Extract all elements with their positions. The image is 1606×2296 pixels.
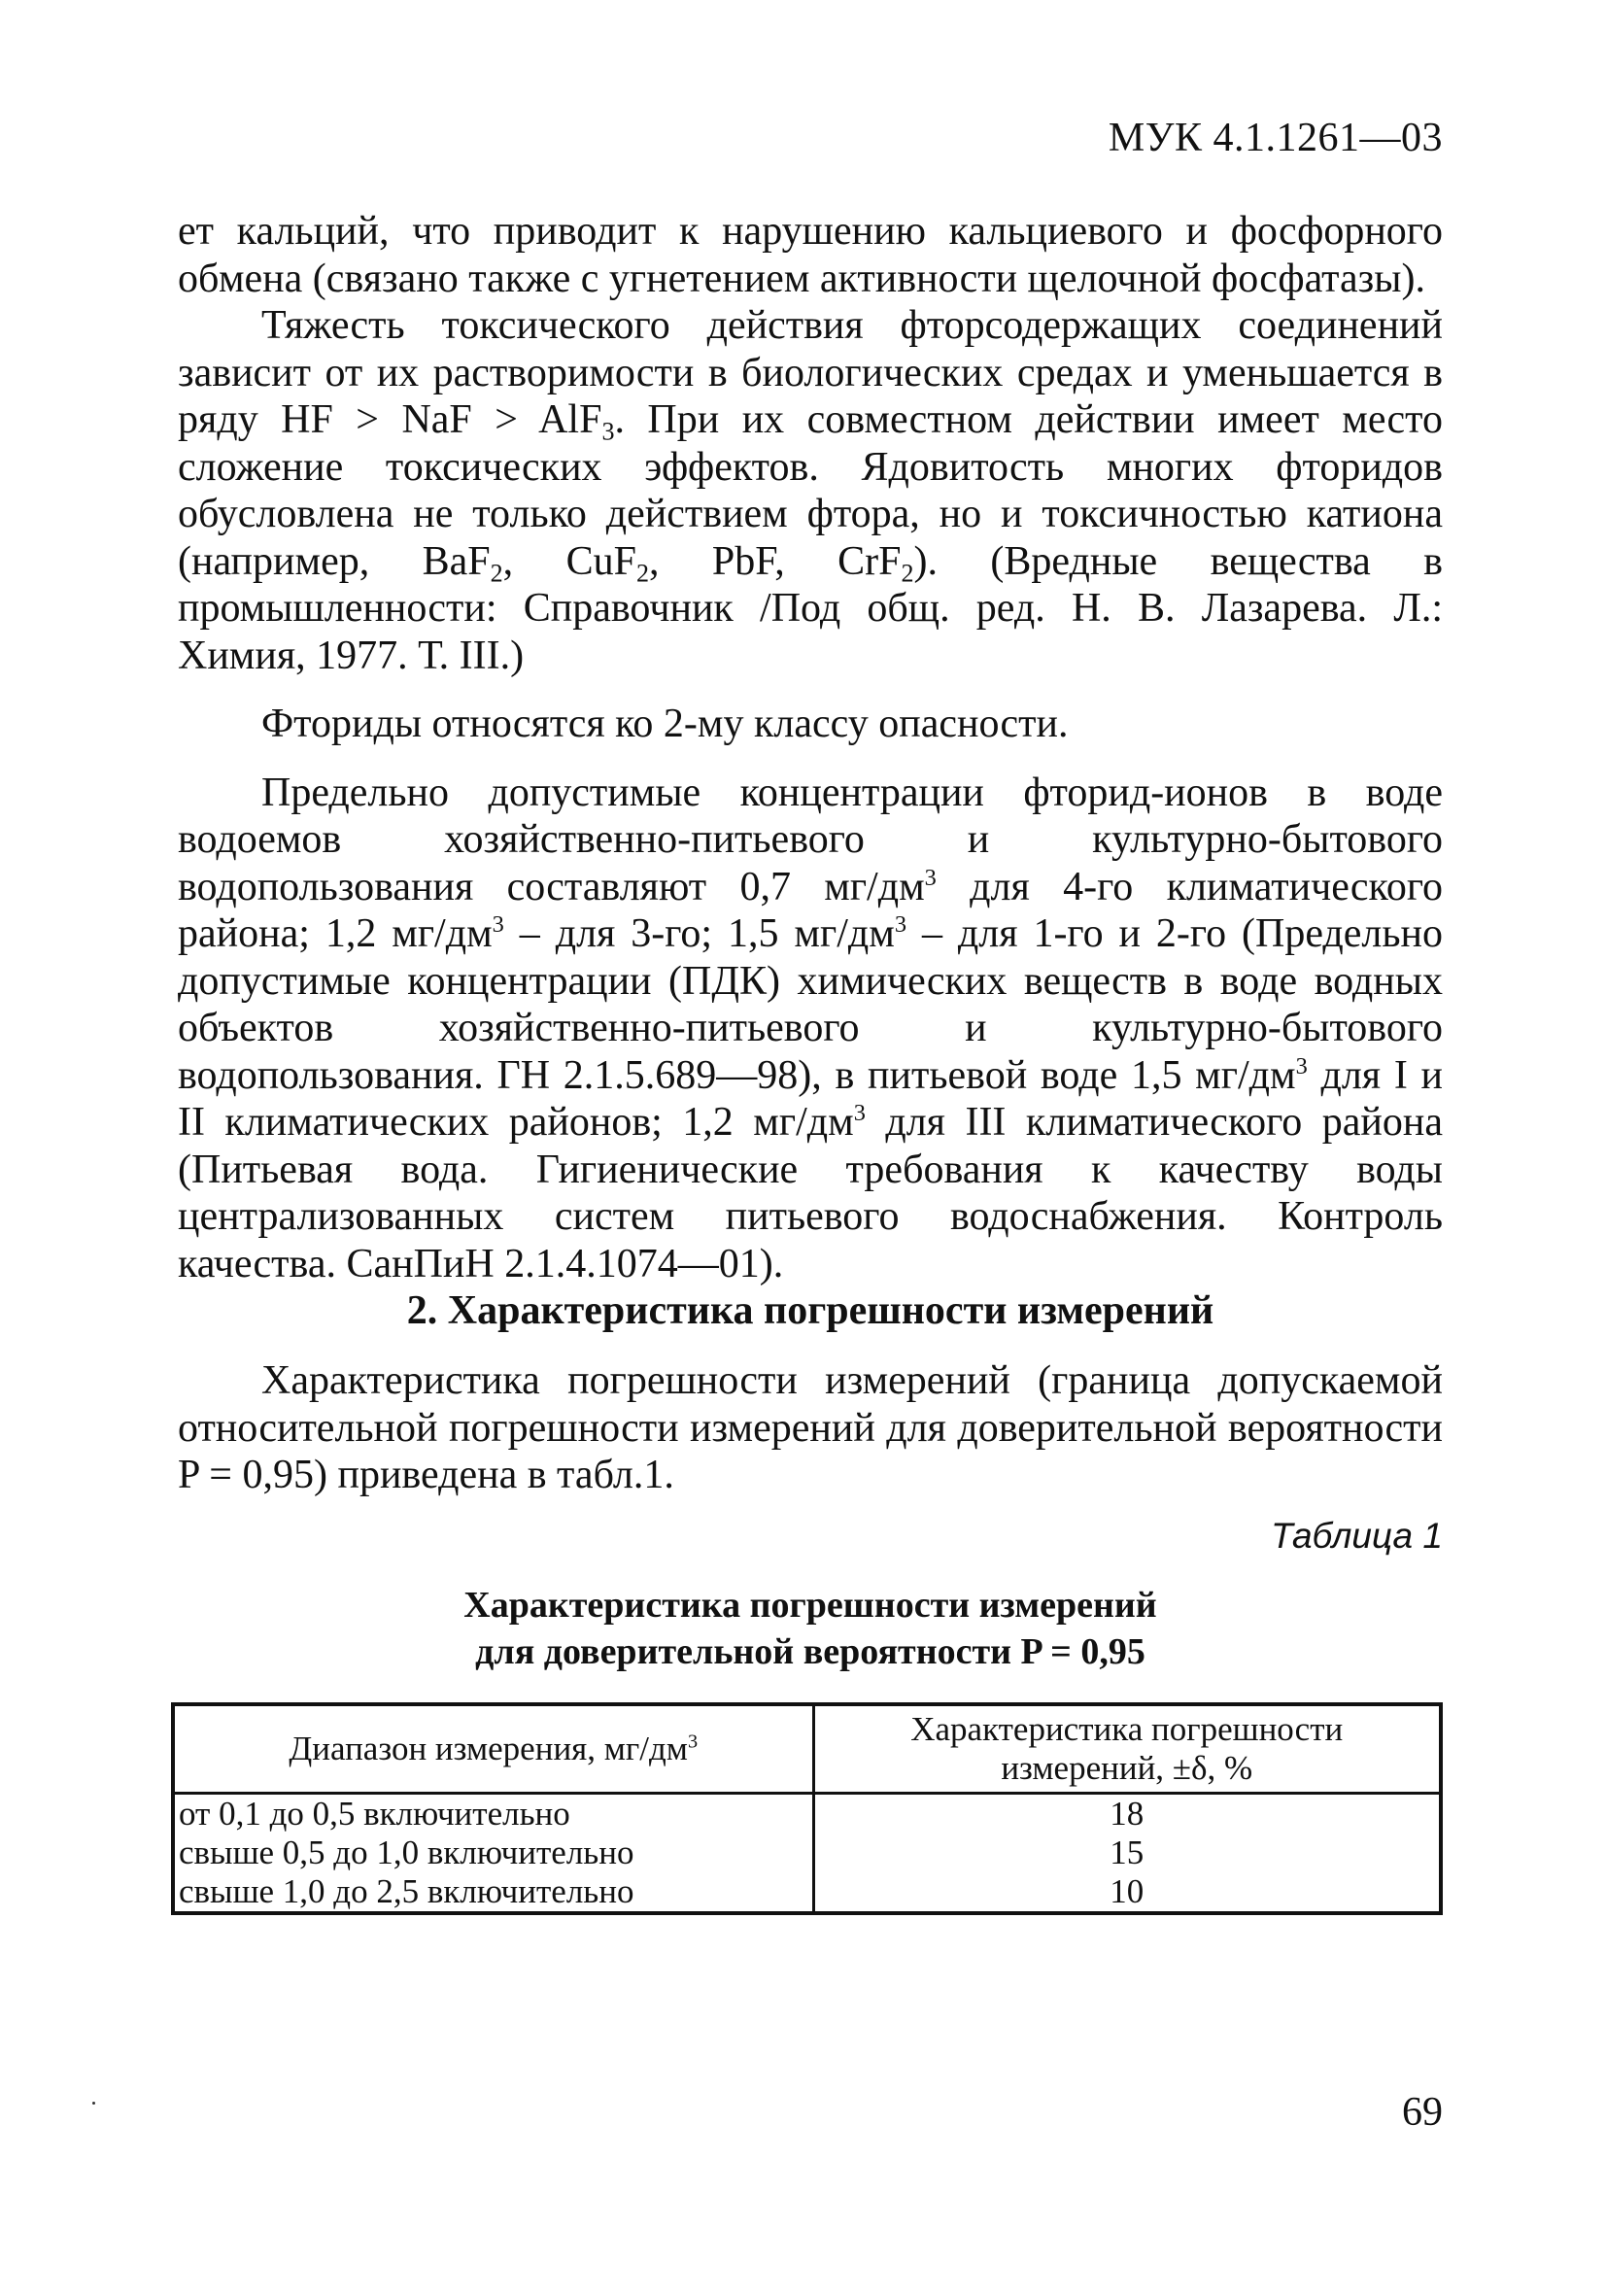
subscript: 2 [901, 558, 914, 587]
header-text-line-2: измерений, ±δ, % [1001, 1749, 1253, 1787]
table-title-line-2: для доверительной вероятности P = 0,95 [475, 1631, 1145, 1672]
text-fragment: для 4-го климатического района; 1,2 мг/дм [178, 864, 1443, 956]
paragraph-1: ет кальций, что приводит к нарушению кальциевого и фосфорного обмена (связано также с угнетением активности щелочной фосфатазы). [178, 209, 1443, 301]
range-cell: свыше 0,5 до 1,0 включительно [173, 1833, 813, 1872]
text-fragment: – для 3-го; 1,5 мг/дм [503, 911, 895, 956]
column-header-error [813, 1704, 1441, 1794]
paragraph-3: Фториды относятся ко 2-му классу опасности. [261, 702, 1069, 746]
scan-speck [92, 2102, 95, 2105]
body-text [178, 208, 1443, 1287]
text-fragment: – для 1-го и 2-го (Предельно допустимые концентрации (ПДК) химических веществ в воде водных объектов хозяйственно-питьевого и культурно-бытового водопользования. ГН 2.1.5.689—98), в питьевой воде 1,5 мг/дм [178, 911, 1444, 1098]
range-cell: свыше 1,0 до 2,5 включительно [173, 1872, 813, 1913]
text-fragment: Предельно допустимые концентрации фторид-ионов в воде водоемов хозяйственно-питьевого и культурно-бытового водопользования составляют 0,7 мг/дм [178, 770, 1443, 909]
document-code-header: МУК 4.1.1261—03 [1108, 116, 1443, 160]
section-paragraph: Характеристика погрешности измерений (граница допускаемой относительной погрешности измерений для доверительной вероятности P = 0,95) приведена в табл.1. [178, 1358, 1443, 1497]
table-row [173, 1794, 1441, 1834]
table-header-row [173, 1704, 1441, 1794]
paragraph-4 [178, 770, 1443, 1288]
error-characteristics-table [171, 1702, 1443, 1915]
superscript: 3 [1295, 1052, 1308, 1079]
superscript: 3 [853, 1099, 866, 1126]
text-fragment: Тяжесть токсического действия фторсодержащих соединений зависит от их растворимости в биологических средах и уменьшается в ряду HF > NaF > AlF [178, 303, 1443, 442]
section-heading: 2. Характеристика погрешности измерений [406, 1288, 1214, 1333]
text-fragment: для III климатического района (Питьевая вода. Гигиенические требования к качеству воды централизованных систем питьевого водоснабжения. Контроль качества. СанПиН 2.1.4.1074—01). [178, 1100, 1444, 1286]
header-text: Диапазон измерения, мг/дм [289, 1730, 688, 1767]
table-row [173, 1833, 1441, 1872]
paragraph-2 [178, 302, 1443, 679]
superscript: 3 [924, 864, 937, 891]
error-value-cell: 18 [813, 1794, 1441, 1834]
subscript: 2 [635, 558, 649, 587]
column-header-range [173, 1704, 813, 1794]
range-cell: от 0,1 до 0,5 включительно [173, 1794, 813, 1834]
page-number: 69 [1402, 2090, 1443, 2135]
superscript: 3 [492, 910, 504, 938]
section-body [178, 1357, 1443, 1499]
text-fragment: . При их совместном действии имеет место сложение токсических эффектов. Ядовитость многих фторидов обусловлена не только действием фтора, но и токсичностью катиона (например, BaF [178, 397, 1443, 584]
text-fragment: , CuF [502, 538, 636, 584]
text-fragment: ). (Вредные вещества в промышленности: Справочник /Под общ. ред. Н. В. Лазарева. Л.: Химия, 1977. Т. III.) [178, 538, 1444, 678]
text-fragment: для I и II климатических районов; 1,2 мг/дм [178, 1052, 1444, 1145]
text-fragment: , PbF, CrF [648, 538, 902, 584]
table-title-line-1: Характеристика погрешности измерений [463, 1585, 1157, 1626]
superscript: 3 [894, 910, 907, 938]
error-value-cell: 15 [813, 1833, 1441, 1872]
table-label: Таблица 1 [1271, 1516, 1443, 1556]
error-value-cell: 10 [813, 1872, 1441, 1913]
superscript: 3 [687, 1731, 699, 1753]
table-title [178, 1582, 1443, 1675]
table-row [173, 1872, 1441, 1913]
subscript: 3 [601, 417, 615, 446]
subscript: 2 [490, 558, 503, 587]
header-text-line-1: Характеристика погрешности [910, 1710, 1344, 1748]
